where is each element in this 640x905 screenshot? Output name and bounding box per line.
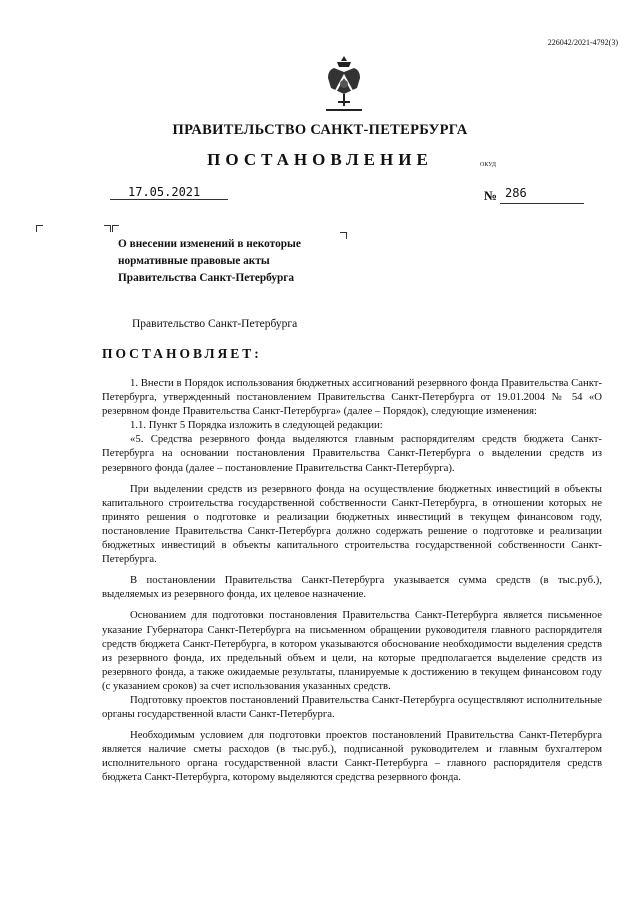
number-underline <box>500 203 584 204</box>
paragraph: Необходимым условием для подготовки проектов постановлений Правительства Санкт-Петербурга является наличие сметы расходов (в тыс.руб.), подписанной руководителем и главным бухгалтером исполнительного органа государственной власти Санкт-Петербурга – главного распорядителя средств бюджета Санкт-Петербурга, которому выделяются средства резервного фонда. <box>102 729 602 784</box>
corner-mark <box>112 225 119 232</box>
corner-mark <box>104 225 111 232</box>
number-label: № <box>484 188 498 203</box>
paragraph: 1.1. Пункт 5 Порядка изложить в следующей редакции: <box>130 419 383 432</box>
paragraph: Подготовку проектов постановлений Правительства Санкт-Петербурга осуществляют исполнительные органы государственной власти Санкт-Петербурга. <box>102 693 602 721</box>
document-title: ПОСТАНОВЛЕНИЕ <box>207 150 433 169</box>
paragraph: Основанием для подготовки постановления Правительства Санкт-Петербурга является письменное указание Губернатора Санкт-Петербурга на письменном обращении руководителя главного распорядителя средств бюджета Санкт-Петербурга, в котором указываются обоснование необходимости выделения средств из резервного фонда, их предельный объем и цели, на которые предполагается выделение средств из резервного фонда, а также ожидаемые результаты, планируемые к достижению в текущем финансовом году (с указанием сроков) за счет использования указанных средств. <box>102 609 602 692</box>
document-date: 17.05.2021 <box>128 185 201 199</box>
paragraph: «5. Средства резервного фонда выделяются главным распорядителям средств бюджета Санкт-Петербурга на основании постановления Правительства Санкт-Петербурга о выделении средств из резервного фонда (далее – постановление Правительства Санкт-Петербурга). <box>102 433 602 474</box>
government-name: ПРАВИТЕЛЬСТВО САНКТ-ПЕТЕРБУРГА <box>172 122 468 138</box>
document-body <box>102 376 602 785</box>
paragraph: При выделении средств из резервного фонда на осуществление бюджетных инвестиций в объекты капитального строительства государственной собственности Санкт-Петербурга, в отношении которых не принято решения о подготовке и реализации бюджетных инвестиций в текущем финансовом году, постановление Правительства Санкт-Петербурга должно содержать решение о подготовке и реализации бюджетных инвестиций в объекты капитального строительства государственной собственности Санкт-Петербурга. <box>102 482 602 566</box>
okud-label: ОКУД <box>480 162 496 168</box>
paragraph: В постановлении Правительства Санкт-Петербурга указывается сумма средств (в тыс.руб.), выделяемых из резервного фонда, их целевое назначение. <box>102 574 602 601</box>
document-subject: О внесении изменений в некоторые нормативные правовые акты Правительства Санкт-Петербурга <box>118 238 301 284</box>
coat-of-arms-emblem <box>322 54 366 114</box>
decree-heading: ПОСТАНОВЛЯЕТ: <box>102 346 262 361</box>
document-id: 226042/2021-4792(3) <box>547 38 618 47</box>
corner-mark <box>36 225 43 232</box>
document-number: 286 <box>505 186 527 200</box>
issuer-text: Правительство Санкт-Петербурга <box>132 318 298 330</box>
paragraph: 1. Внести в Порядок использования бюджетных ассигнований резервного фонда Правительства Санкт-Петербурга, утвержденный постановлением Правительства Санкт-Петербурга от 19.01.2004 № 54 «О резервном фонде Правительства Санкт-Петербурга» (далее – Порядок), следующие изменения: <box>102 377 602 418</box>
date-underline <box>110 199 228 200</box>
